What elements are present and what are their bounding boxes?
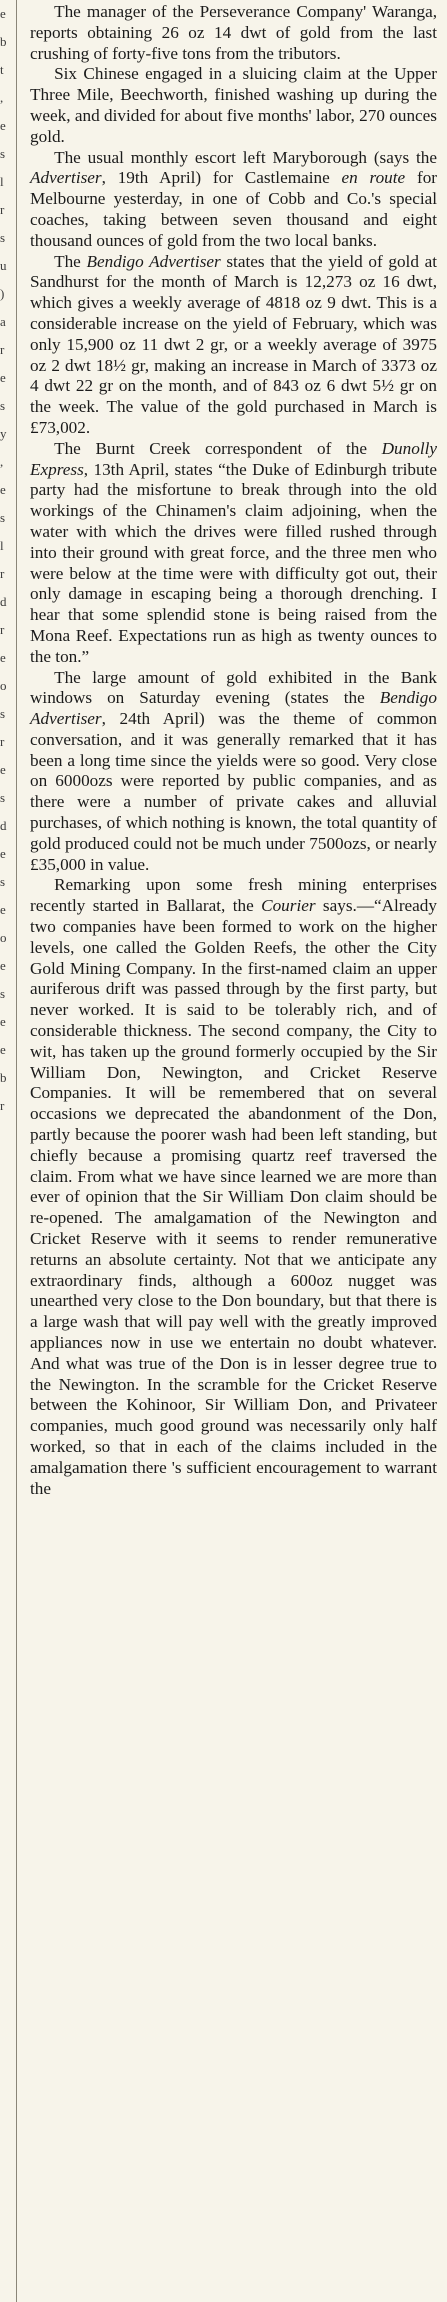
- text-run: , 19th April) for Castlemaine: [101, 168, 342, 188]
- gutter-mark: s: [0, 874, 6, 889]
- article-paragraph: [30, 2, 437, 64]
- italic-run: Bendigo Advertiser: [86, 251, 221, 271]
- gutter-mark: r: [0, 342, 5, 357]
- adjacent-column-edge: [0, 0, 14, 2302]
- gutter-mark: e: [0, 846, 6, 861]
- italic-run: Dunolly Express: [30, 438, 437, 479]
- gutter-mark: b: [0, 34, 7, 49]
- gutter-mark: s: [0, 706, 6, 721]
- article-paragraph: [30, 148, 437, 252]
- text-run: , 13th April, states “the Duke of Edinburgh tribute party had the misfortune to break through into the old workings of the Chinamen's claim adjoining, when the water with which the drives were filled rushed through into their ground with great force, and the three men who were below at the time were with difficulty got out, their only damage in escaping being a thorough drenching. I hear that some splendid stone is being raised from the Mona Reef. Expectations run as high as twenty ounces to the ton.”: [30, 459, 437, 666]
- gutter-mark: s: [0, 986, 6, 1001]
- italic-run: Courier: [261, 896, 316, 916]
- gutter-mark: e: [0, 118, 6, 133]
- text-run: Six Chinese engaged in a sluicing claim at the Upper Three Mile, Beechworth, finished washing up during the week, and divided for about five months' labor, 270 ounces gold.: [30, 64, 437, 146]
- gutter-mark: s: [0, 230, 6, 245]
- gutter-mark: r: [0, 1098, 5, 1113]
- gutter-mark: o: [0, 930, 7, 945]
- text-run: The manager of the Perseverance Company' Waranga, reports obtaining 26 oz 14 dwt of gold from the last crushing of forty-five tons from the tributors.: [30, 2, 437, 63]
- gutter-mark: s: [0, 146, 6, 161]
- gutter-mark: e: [0, 958, 6, 973]
- gutter-mark: e: [0, 762, 6, 777]
- mining-news-column: [30, 2, 437, 1499]
- gutter-mark: t: [0, 62, 4, 77]
- gutter-mark: l: [0, 538, 4, 553]
- gutter-mark: d: [0, 818, 7, 833]
- gutter-mark: e: [0, 482, 6, 497]
- italic-run: en route: [341, 168, 406, 188]
- italic-run: Bendigo Advertiser: [30, 688, 437, 729]
- gutter-mark: s: [0, 790, 6, 805]
- gutter-mark: e: [0, 1042, 6, 1057]
- article-paragraph: [30, 875, 437, 1499]
- gutter-mark: r: [0, 202, 5, 217]
- gutter-mark: ,: [0, 90, 4, 105]
- column-rule: [16, 0, 17, 2302]
- gutter-mark: r: [0, 566, 5, 581]
- article-paragraph: [30, 252, 437, 439]
- gutter-mark: e: [0, 902, 6, 917]
- gutter-mark: e: [0, 650, 6, 665]
- gutter-mark: u: [0, 258, 7, 273]
- text-run: says.—“Already two companies have been formed to work on the higher levels, one called the Golden Reefs, the other the City Gold Mining Company. In the first-named claim an upper auriferous drift was passed through by the first party, but never worked. It is said to be tolerably rich, and of considerable thickness. The second company, the City to wit, has taken up the ground formerly occupied by the Sir William Don, Newington, and Cricket Reserve Companies. It will be remembered that on several occasions we deprecated the abandonment of the Don, partly because the poorer wash had been left standing, but chiefly because a promising quartz reef traversed the claim. From what we have since learned we are more than ever of opinion that the Sir William Don claim should be re-opened. The amalgamation of the Newington and Cricket Reserve with it seems to render remunerative returns an absolute certainty. Not that we anticipate any extraordinary finds, although a 600oz nugget was unearthed very close to the Don boundary, but that there is a large wash that will pay well with the greatly improved appliances now in use we entertain no doubt whatever. And what was true of the Don is in lesser degree true to the Newington. In the scramble for the Cricket Reserve between the Kohinoor, Sir William Don, and Privateer companies, much good ground was necessarily only half worked, so that in each of the claims included in the amalgamation there 's sufficient encouragement to warrant the: [30, 896, 437, 1498]
- gutter-mark: y: [0, 426, 7, 441]
- gutter-mark: ): [0, 286, 5, 301]
- gutter-mark: e: [0, 1014, 6, 1029]
- gutter-mark: e: [0, 370, 6, 385]
- gutter-mark: r: [0, 734, 5, 749]
- text-run: The Burnt Creek correspondent of the: [54, 438, 382, 458]
- article-paragraph: [30, 439, 437, 668]
- gutter-mark: d: [0, 594, 7, 609]
- text-run: The usual monthly escort left Maryborough (says the: [54, 147, 437, 167]
- italic-run: Advertiser: [30, 168, 102, 188]
- text-run: for Melbourne yesterday, in one of Cobb and Co.'s special coaches, taking between seven thousand and eight thousand ounces of gold from the two local banks.: [30, 168, 438, 250]
- text-run: , 24th April) was the theme of common conversation, and it was generally remarked that it has been a long time since the yields were so good. Very close on 6000ozs were reported by public companies, and as there were a number of private cakes and alluvial purchases, of which nothing is known, the total quantity of gold produced could not be much under 7500ozs, or nearly £35,000 in value.: [30, 709, 437, 874]
- gutter-mark: b: [0, 1070, 7, 1085]
- gutter-mark: a: [0, 314, 6, 329]
- gutter-mark: ,: [0, 454, 4, 469]
- text-run: states that the yield of gold at Sandhurst for the month of March is 12,273 oz 16 dwt, which gives a weekly average of 4818 oz 9 dwt. This is a considerable increase on the yield of February, which was only 15,900 oz 11 dwt 2 gr, or a weekly average of 3975 oz 2 dwt 18½ gr, making an increase in March of 3373 oz 4 dwt 22 gr on the month, and of 843 oz 6 dwt 5½ gr on the week. The value of the gold purchased in March is £73,002.: [30, 251, 437, 437]
- article-paragraph: [30, 64, 437, 147]
- text-run: The large amount of gold exhibited in the Bank windows on Saturday evening (states the: [30, 667, 437, 708]
- gutter-mark: o: [0, 678, 7, 693]
- text-run: The: [54, 251, 87, 271]
- gutter-mark: e: [0, 6, 6, 21]
- gutter-mark: s: [0, 398, 6, 413]
- gutter-mark: l: [0, 174, 4, 189]
- gutter-mark: s: [0, 510, 6, 525]
- article-paragraph: [30, 668, 437, 876]
- text-run: Remarking upon some fresh mining enterprises recently started in Ballarat, the: [30, 875, 437, 916]
- gutter-mark: r: [0, 622, 5, 637]
